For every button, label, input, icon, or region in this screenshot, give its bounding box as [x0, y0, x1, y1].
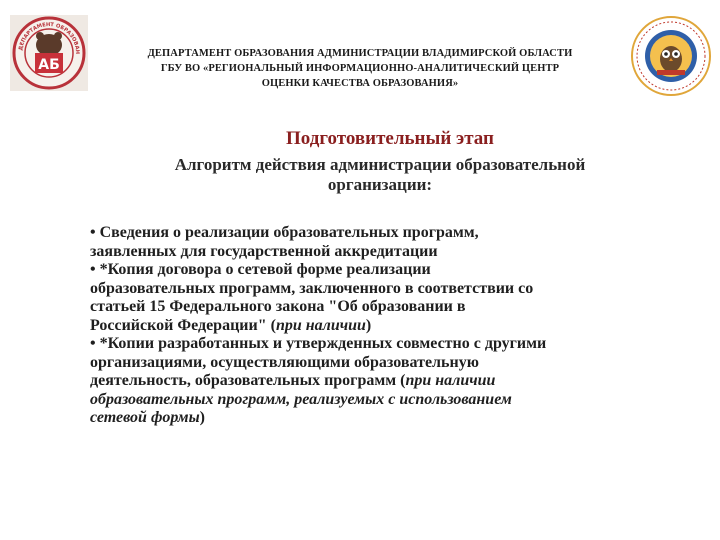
subtitle-line-2: организации:: [327, 175, 433, 194]
department-of-education-emblem-icon: [10, 15, 88, 91]
bullet-italic-note: при наличии: [275, 316, 366, 334]
bullet-line: • Сведения о реализации образовательных программ,: [90, 224, 479, 241]
bullet-line: заявленных для государственной аккредитации: [90, 242, 438, 260]
bullet-line-text: деятельность, образовательных программ (: [90, 372, 406, 389]
bullet-tail: ): [199, 409, 205, 426]
bullet-italic-note: образовательных программ, реализуемых с использованием: [90, 390, 512, 408]
bullet-line: организациями, осуществляющими образовательную: [90, 353, 479, 371]
left-logo-text: ДЕПАРТАМЕНТ ОБРАЗОВАН: [18, 21, 81, 55]
header-line-3: ОЦЕНКИ КАЧЕСТВА ОБРАЗОВАНИЯ»: [261, 78, 459, 89]
left-logo-letters: АБ: [38, 57, 60, 73]
bullet-line-text: Российской Федерации" (: [90, 316, 276, 334]
organization-header: [95, 46, 625, 91]
subtitle-line-1: Алгоритм действия администрации образовательной: [174, 155, 586, 174]
bullet-line: • *Копии разработанных и утвержденных совместно с другими: [90, 335, 547, 352]
bullet-list: [90, 224, 690, 428]
header-line-1: ДЕПАРТАМЕНТ ОБРАЗОВАНИЯ АДМИНИСТРАЦИИ ВЛАДИМИРСКОЙ ОБЛАСТИ: [147, 48, 573, 59]
bullet-tail: ): [365, 316, 372, 334]
bullet-line: • *Копия договора о сетевой форме реализации: [90, 261, 431, 278]
bullet-line: [90, 391, 690, 410]
bullet-item: [90, 335, 690, 428]
bullet-line: [90, 317, 690, 336]
page-subtitle: [120, 155, 640, 195]
bullet-line: статьей 15 Федерального закона "Об образовании в: [90, 298, 466, 315]
bullet-italic-note: сетевой формы: [90, 409, 200, 426]
bullet-item: [90, 224, 690, 261]
bullet-line: образовательных программ, заключенного в соответствии со: [90, 279, 534, 297]
bullet-line: [90, 409, 690, 428]
bullet-item: [90, 261, 690, 335]
page-title: Подготовительный этап: [286, 128, 494, 149]
header-line-2: ГБУ ВО «РЕГИОНАЛЬНЫЙ ИНФОРМАЦИОННО-АНАЛИТИЧЕСКИЙ ЦЕНТР: [160, 63, 560, 74]
regional-center-emblem-icon: [630, 14, 712, 98]
bullet-line: [90, 372, 690, 391]
bullet-italic-note: при наличии: [405, 372, 496, 389]
